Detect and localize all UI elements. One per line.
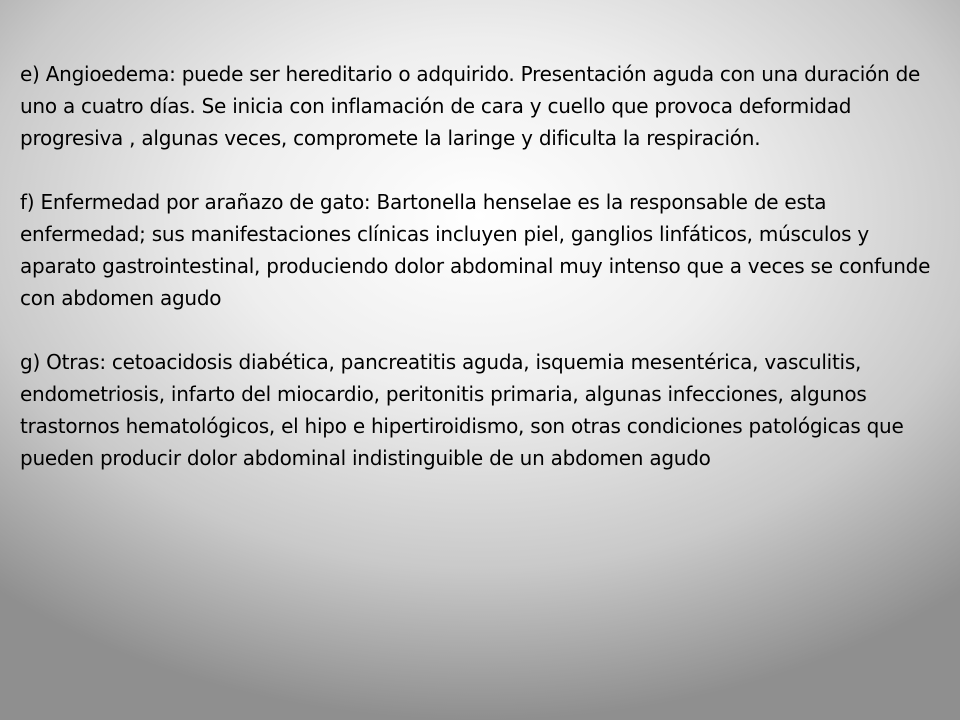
paragraph-spacer — [20, 154, 945, 186]
slide-body-text — [20, 58, 945, 474]
paragraph-cat-scratch-disease: f) Enfermedad por arañazo de gato: Bartonella henselae es la responsable de esta enfermedad; sus manifestaciones clínicas incluyen piel, ganglios linfáticos, músculos y aparato gastrointestinal, produciendo dolor abdominal muy intenso que a veces se confunde con abdomen agudo — [20, 190, 931, 310]
paragraph-spacer — [20, 314, 945, 346]
paragraph-angioedema: e) Angioedema: puede ser hereditario o adquirido. Presentación aguda con una duración de uno a cuatro días. Se inicia con inflamación de cara y cuello que provoca deformidad progresiva , algunas veces, compromete la laringe y dificulta la respiración. — [20, 62, 921, 150]
paragraph-other-conditions: g) Otras: cetoacidosis diabética, pancreatitis aguda, isquemia mesentérica, vasculitis, endometriosis, infarto del miocardio, peritonitis primaria, algunas infecciones, algunos trastornos hematológicos, el hipo e hipertiroidismo, son otras condiciones patológicas que pueden producir dolor abdominal indistinguible de un abdomen agudo — [20, 350, 904, 470]
